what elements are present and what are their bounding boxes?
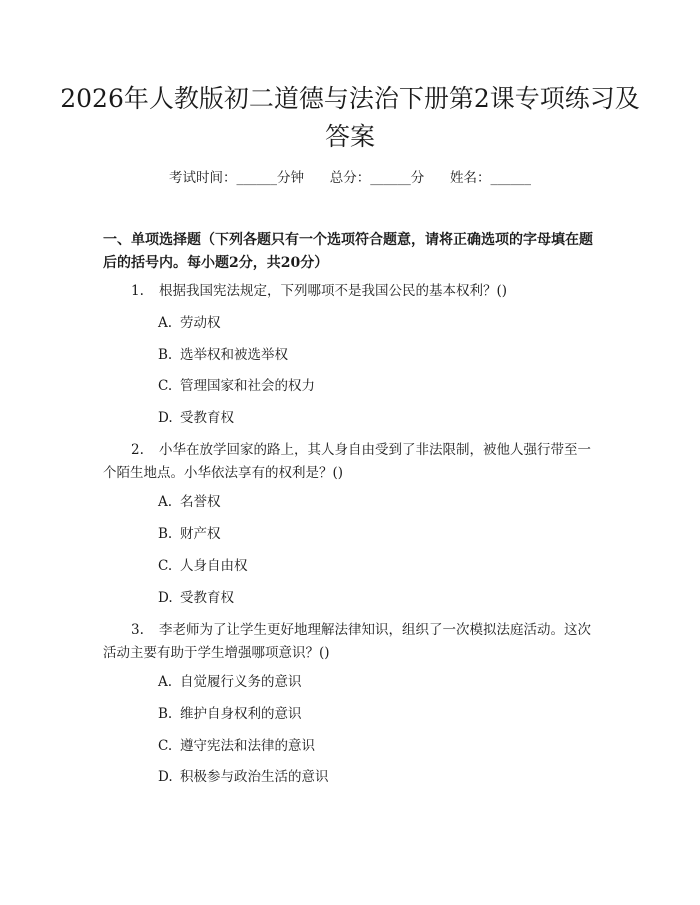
question-2 xyxy=(103,439,603,485)
option-letter: D. xyxy=(158,590,173,606)
option-letter: A. xyxy=(158,494,173,510)
option-text: 选举权和被选举权 xyxy=(180,347,288,363)
option-letter: D. xyxy=(158,410,173,426)
q1-option-a xyxy=(158,313,598,333)
option-text: 自觉履行义务的意识 xyxy=(180,674,302,690)
document-title: 2026年人教版初二道德与法治下册第2课专项练习及答案 xyxy=(60,84,640,151)
exam-info: 考试时间：______分钟 总分：______分 姓名：______ xyxy=(169,170,531,186)
option-letter: B. xyxy=(158,526,173,542)
question-text: 小华在放学回家的路上，其人身自由受到了非法限制，被他人强行带至一个陌生地点。小华依法享有的权利是？() xyxy=(103,442,591,481)
option-letter: B. xyxy=(158,347,173,363)
question-text: 李老师为了让学生更好地理解法律知识，组织了一次模拟法庭活动。这次活动主要有助于学生增强哪项意识？() xyxy=(103,622,591,661)
option-letter: D. xyxy=(158,769,173,785)
question-number: 3. xyxy=(131,622,144,638)
option-text: 维护自身权利的意识 xyxy=(180,706,302,722)
q1-option-d xyxy=(158,408,598,428)
question-3 xyxy=(103,619,603,665)
q2-option-c xyxy=(158,556,598,576)
q3-option-b xyxy=(158,704,598,724)
question-number: 1. xyxy=(131,283,144,299)
option-letter: C. xyxy=(158,738,173,754)
option-text: 财产权 xyxy=(180,526,221,542)
question-1 xyxy=(103,280,603,303)
q2-option-b xyxy=(158,524,598,544)
option-letter: A. xyxy=(158,315,173,331)
option-letter: B. xyxy=(158,706,173,722)
option-letter: C. xyxy=(158,558,173,574)
question-number: 2. xyxy=(131,442,144,458)
q2-option-a xyxy=(158,492,598,512)
option-text: 管理国家和社会的权力 xyxy=(180,378,315,394)
q3-option-a xyxy=(158,672,598,692)
option-text: 积极参与政治生活的意识 xyxy=(180,769,329,785)
q1-option-c xyxy=(158,376,598,396)
option-text: 人身自由权 xyxy=(180,558,248,574)
q1-option-b xyxy=(158,345,598,365)
option-letter: C. xyxy=(158,378,173,394)
q2-option-d xyxy=(158,588,598,608)
question-text: 根据我国宪法规定，下列哪项不是我国公民的基本权利？() xyxy=(159,283,508,299)
option-text: 劳动权 xyxy=(180,315,221,331)
option-text: 受教育权 xyxy=(180,590,234,606)
option-text: 受教育权 xyxy=(180,410,234,426)
q3-option-d xyxy=(158,767,598,787)
section-heading: 一、单项选择题（下列各题只有一个选项符合题意，请将正确选项的字母填在题后的括号内。每小题2分，共20分） xyxy=(103,232,593,271)
option-text: 名誉权 xyxy=(180,494,221,510)
q3-option-c xyxy=(158,736,598,756)
option-letter: A. xyxy=(158,674,173,690)
option-text: 遵守宪法和法律的意识 xyxy=(180,738,315,754)
